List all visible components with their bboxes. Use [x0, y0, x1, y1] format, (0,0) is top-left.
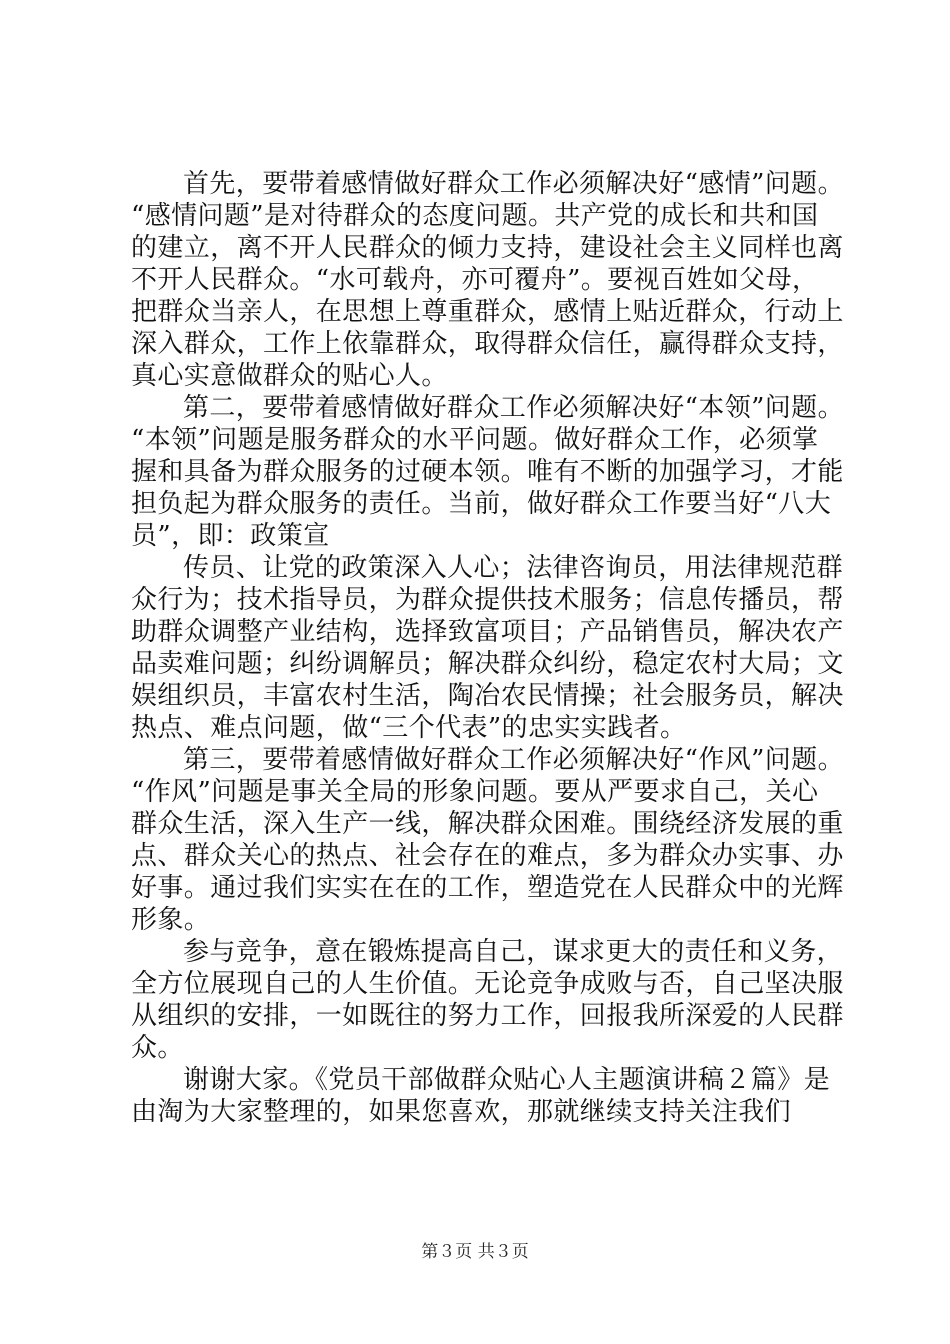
paragraph-2-line-5: 员”，即：政策宣 [131, 521, 330, 551]
paragraph-3-line-6: 热点、难点问题，做“三个代表”的忠实实践者。 [131, 713, 687, 743]
paragraph-2-line-3: 握和具备为群众服务的过硬本领。唯有不断的加强学习，才能 [131, 457, 844, 487]
paragraph-1-line-3: 的建立，离不开人民群众的倾力支持，建设社会主义同样也离 [131, 233, 844, 263]
paragraph-4-line-6: 形象。 [131, 905, 211, 935]
paragraph-5-line-1: 参与竞争，意在锻炼提高自己，谋求更大的责任和义务， [183, 937, 844, 967]
paragraph-4-line-1: 第三，要带着感情做好群众工作必须解决好“作风”问题。 [183, 745, 844, 775]
paragraph-4-line-2: “作风”问题是事关全局的形象问题。要从严要求自己，关心 [131, 777, 819, 807]
paragraph-3-line-4: 品卖难问题；纠纷调解员；解决群众纠纷，稳定农村大局；文 [131, 649, 844, 679]
paragraph-1-line-4: 不开人民群众。“水可载舟，亦可覆舟”。要视百姓如父母， [131, 265, 819, 295]
paragraph-3-line-2: 众行为；技术指导员，为群众提供技术服务；信息传播员，帮 [131, 585, 844, 615]
paragraph-2-line-4: 担负起为群众服务的责任。当前，做好群众工作要当好“八大 [131, 489, 832, 519]
page-number-footer: 第３页 共３页 [421, 1242, 529, 1262]
paragraph-1-line-5: 把群众当亲人，在思想上尊重群众，感情上贴近群众，行动上 [131, 297, 844, 327]
paragraph-1-line-6: 深入群众，工作上依靠群众，取得群众信任，赢得群众支持， [131, 329, 844, 359]
paragraph-6-line-1: 谢谢大家。《党员干部做群众贴心人主题演讲稿２篇》是 [183, 1065, 831, 1095]
paragraph-5-line-2: 全方位展现自己的人生价值。无论竞争成败与否，自己坚决服 [131, 969, 844, 999]
paragraph-1-line-1: 首先，要带着感情做好群众工作必须解决好“感情”问题。 [183, 169, 844, 199]
document-body [131, 168, 844, 1128]
paragraph-3-line-1: 传员、让党的政策深入人心；法律咨询员，用法律规范群 [183, 553, 844, 583]
paragraph-4-line-4: 点、群众关心的热点、社会存在的难点，多为群众办实事、办 [131, 841, 844, 871]
paragraph-5-line-4: 众。 [131, 1033, 184, 1063]
paragraph-5-line-3: 从组织的安排，一如既往的努力工作，回报我所深爱的人民群 [131, 1001, 844, 1031]
paragraph-4-line-3: 群众生活，深入生产一线，解决群众困难。围绕经济发展的重 [131, 809, 844, 839]
paragraph-3-line-5: 娱组织员，丰富农村生活，陶冶农民情操；社会服务员，解决 [131, 681, 844, 711]
paragraph-2-line-1: 第二，要带着感情做好群众工作必须解决好“本领”问题。 [183, 393, 844, 423]
paragraph-2-line-2: “本领”问题是服务群众的水平问题。做好群众工作，必须掌 [131, 425, 819, 455]
paragraph-6-line-2: 由淘为大家整理的，如果您喜欢，那就继续支持关注我们 [131, 1097, 792, 1127]
paragraph-1-line-7: 真心实意做群众的贴心人。 [131, 361, 448, 391]
paragraph-4-line-5: 好事。通过我们实实在在的工作，塑造党在人民群众中的光辉 [131, 873, 844, 903]
paragraph-3-line-3: 助群众调整产业结构，选择致富项目；产品销售员，解决农产 [131, 617, 844, 647]
paragraph-1-line-2: “感情问题”是对待群众的态度问题。共产党的成长和共和国 [131, 201, 819, 231]
